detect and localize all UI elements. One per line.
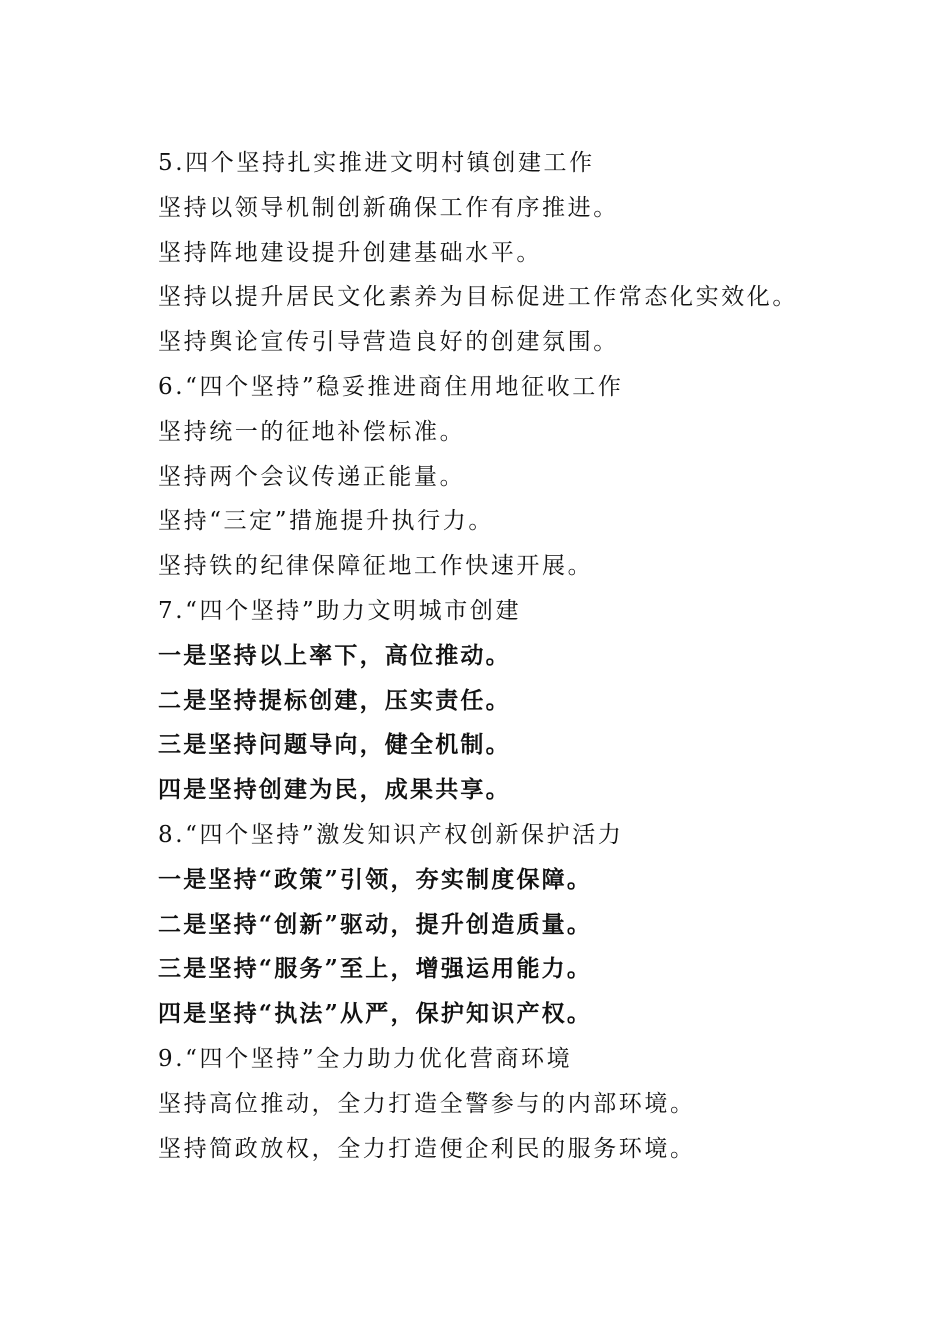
paragraph-line: 坚持阵地建设提升创建基础水平。 <box>158 239 542 266</box>
document-body <box>158 141 898 1171</box>
paragraph-line-bold: 四是坚持创建为民，成果共享。 <box>158 776 511 804</box>
paragraph-line: 坚持“三定”措施提升执行力。 <box>158 508 494 535</box>
paragraph-line-bold: 三是坚持问题导向，健全机制。 <box>158 731 511 759</box>
section-heading-5: 5.四个坚持扎实推进文明村镇创建工作 <box>158 150 595 176</box>
paragraph-line: 坚持两个会议传递正能量。 <box>158 463 466 490</box>
paragraph-line-bold: 一是坚持“政策”引领，夯实制度保障。 <box>158 865 593 893</box>
paragraph-line-bold: 二是坚持提标创建，压实责任。 <box>158 686 511 714</box>
paragraph-line-bold: 四是坚持“执法”从严，保护知识产权。 <box>158 1000 593 1028</box>
section-heading-6: 6.“四个坚持”稳妥推进商住用地征收工作 <box>158 373 624 400</box>
paragraph-line: 坚持以提升居民文化素养为目标促进工作常态化实效化。 <box>158 284 798 311</box>
paragraph-line: 坚持舆论宣传引导营造良好的创建氛围。 <box>158 329 619 356</box>
section-heading-7: 7.“四个坚持”助力文明城市创建 <box>158 597 522 624</box>
paragraph-line: 坚持简政放权，全力打造便企利民的服务环境。 <box>158 1135 696 1162</box>
paragraph-line: 坚持高位推动，全力打造全警参与的内部环境。 <box>158 1090 696 1117</box>
paragraph-line-bold: 一是坚持以上率下，高位推动。 <box>158 641 511 669</box>
paragraph-line: 坚持铁的纪律保障征地工作快速开展。 <box>158 553 594 580</box>
paragraph-line: 坚持以领导机制创新确保工作有序推进。 <box>158 194 619 221</box>
section-heading-8: 8.“四个坚持”激发知识产权创新保护活力 <box>158 821 624 848</box>
paragraph-line-bold: 三是坚持“服务”至上，增强运用能力。 <box>158 955 593 983</box>
paragraph-line-bold: 二是坚持“创新”驱动，提升创造质量。 <box>158 910 593 938</box>
paragraph-line: 坚持统一的征地补偿标准。 <box>158 418 466 445</box>
section-heading-9: 9.“四个坚持”全力助力优化营商环境 <box>158 1045 573 1072</box>
